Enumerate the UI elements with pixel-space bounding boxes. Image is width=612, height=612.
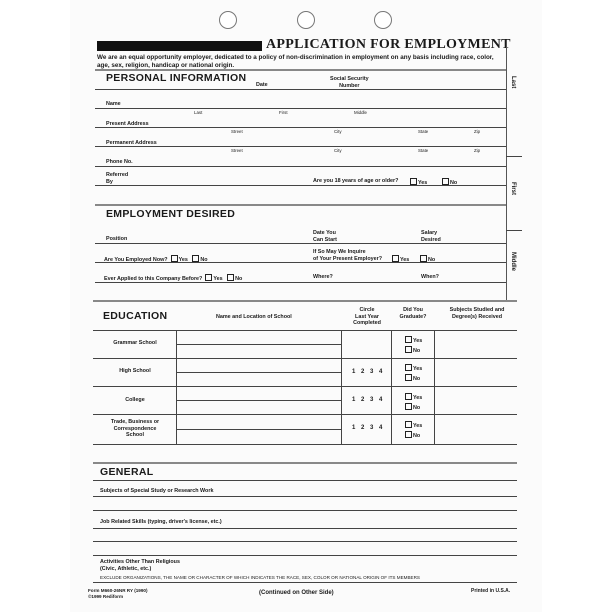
punch-hole bbox=[374, 11, 392, 29]
permanent-address-label: Permanent Address bbox=[106, 140, 157, 146]
addr-sub-state: State bbox=[418, 148, 429, 153]
name-sub-first: First bbox=[279, 110, 288, 115]
checkbox-icon[interactable] bbox=[171, 255, 178, 262]
punch-hole bbox=[219, 11, 237, 29]
special-study-line[interactable] bbox=[93, 510, 517, 511]
checkbox-icon[interactable] bbox=[405, 346, 412, 353]
row-line bbox=[95, 185, 506, 186]
table-line bbox=[93, 358, 517, 359]
grad-no-option[interactable]: No bbox=[405, 431, 420, 440]
row-line bbox=[93, 480, 517, 481]
checkbox-icon[interactable] bbox=[420, 255, 427, 262]
addr-sub-city: City bbox=[334, 129, 342, 134]
referred-by-label: Referred By bbox=[106, 172, 129, 185]
printed-note: Printed in U.S.A. bbox=[471, 588, 511, 594]
section-rule bbox=[95, 204, 506, 206]
exclude-note: EXCLUDE ORGANIZATIONS, THE NAME OR CHARACTER OF WHICH INDICATES THE RACE, SEX, COLOR OR NATIONAL ORIGIN OF ITS MEMBERS bbox=[100, 575, 420, 580]
checkbox-icon[interactable] bbox=[405, 364, 412, 371]
phone-label: Phone No. bbox=[106, 159, 133, 165]
table-line bbox=[93, 444, 517, 445]
grade-circle-options[interactable]: 1 2 3 4 bbox=[352, 425, 385, 431]
table-vline bbox=[434, 330, 435, 444]
section-rule bbox=[93, 300, 517, 302]
table-line bbox=[93, 330, 517, 331]
school-line[interactable] bbox=[176, 372, 341, 373]
grade-circle-options[interactable]: 1 2 3 4 bbox=[352, 397, 385, 403]
checkbox-icon[interactable] bbox=[227, 274, 234, 281]
checkbox-icon[interactable] bbox=[405, 374, 412, 381]
present-address-line[interactable] bbox=[95, 127, 506, 128]
grad-yes-option[interactable]: Yes bbox=[405, 393, 422, 402]
checkbox-icon[interactable] bbox=[405, 403, 412, 410]
col-graduate-header: Did You Graduate? bbox=[399, 307, 427, 320]
table-line bbox=[93, 386, 517, 387]
side-label-middle: Middle bbox=[510, 252, 516, 271]
side-label-last: Last bbox=[510, 76, 516, 89]
addr-sub-zip: Zip bbox=[474, 129, 481, 134]
form-number: Form M660-26NR RY (1990) ©1999 Rediform bbox=[88, 588, 148, 599]
margin-tick bbox=[506, 230, 522, 231]
row-line bbox=[95, 262, 506, 263]
when-label: When? bbox=[421, 274, 439, 280]
checkbox-icon[interactable] bbox=[392, 255, 399, 262]
where-label: Where? bbox=[313, 274, 333, 280]
name-label: Name bbox=[106, 101, 121, 107]
side-label-first: First bbox=[510, 182, 516, 196]
name-field-line[interactable] bbox=[95, 108, 506, 109]
addr-sub-street: Street bbox=[231, 148, 243, 153]
table-vline bbox=[341, 330, 342, 444]
inquire-question: If So May We Inquire of Your Present Employer? bbox=[313, 249, 382, 262]
checkbox-icon[interactable] bbox=[205, 274, 212, 281]
col-subjects-header: Subjects Studied and Degree(s) Received bbox=[449, 307, 505, 320]
punch-hole bbox=[297, 11, 315, 29]
phone-field-line[interactable] bbox=[95, 166, 506, 167]
grad-yes-option[interactable]: Yes bbox=[405, 421, 422, 430]
checkbox-icon[interactable] bbox=[192, 255, 199, 262]
general-heading: GENERAL bbox=[100, 466, 154, 478]
continued-note: (Continued on Other Side) bbox=[259, 590, 334, 596]
school-line[interactable] bbox=[176, 344, 341, 345]
applied-before-question: Ever Applied to this Company Before? Yes No bbox=[104, 276, 243, 282]
name-sub-middle: Middle bbox=[354, 110, 367, 115]
row-line bbox=[95, 89, 506, 90]
checkbox-icon[interactable] bbox=[442, 178, 449, 185]
special-study-label: Subjects of Special Study or Research Work bbox=[100, 488, 214, 494]
form-title: APPLICATION FOR EMPLOYMENT bbox=[266, 37, 511, 52]
table-vline bbox=[391, 330, 392, 444]
skills-line[interactable] bbox=[93, 555, 517, 556]
special-study-line[interactable] bbox=[93, 496, 517, 497]
permanent-address-line[interactable] bbox=[95, 146, 506, 147]
margin-tick bbox=[506, 156, 522, 157]
checkbox-icon[interactable] bbox=[405, 421, 412, 428]
row-line bbox=[93, 582, 517, 583]
col-school-header: Name and Location of School bbox=[216, 314, 292, 320]
school-line[interactable] bbox=[176, 400, 341, 401]
grad-no-option[interactable]: No bbox=[405, 403, 420, 412]
salary-label: Salary Desired bbox=[421, 230, 441, 243]
name-sub-last: Last bbox=[194, 110, 203, 115]
checkbox-icon[interactable] bbox=[405, 393, 412, 400]
eeo-statement: We are an equal opportunity employer, dedicated to a policy of non-discrimination in employment on any basis including race, color, age, sex, religion, handicap or national origin. bbox=[97, 54, 494, 69]
section-rule bbox=[93, 462, 517, 464]
margin-divider bbox=[506, 40, 507, 302]
edu-row-college: College bbox=[125, 397, 145, 403]
checkbox-icon[interactable] bbox=[405, 336, 412, 343]
section-rule bbox=[95, 69, 506, 71]
activities-label: Activities Other Than Religious (Civic, Athletic, etc.) bbox=[100, 559, 180, 572]
ssn-label: Social Security Number bbox=[330, 76, 369, 89]
edu-row-grammar: Grammar School bbox=[113, 340, 157, 346]
addr-sub-zip: Zip bbox=[474, 148, 481, 153]
age-yes-option[interactable]: Yes bbox=[410, 178, 427, 187]
table-vline bbox=[176, 330, 177, 444]
education-heading: EDUCATION bbox=[103, 310, 168, 322]
inquire-yes-option[interactable]: Yes bbox=[392, 255, 409, 264]
employed-now-question: Are You Employed Now? Yes No bbox=[104, 257, 208, 263]
row-line bbox=[95, 282, 506, 283]
checkbox-icon[interactable] bbox=[410, 178, 417, 185]
grad-no-option[interactable]: No bbox=[405, 374, 420, 383]
edu-row-high: High School bbox=[119, 368, 151, 374]
present-address-label: Present Address bbox=[106, 121, 149, 127]
edu-row-trade: Trade, Business or Correspondence School bbox=[110, 419, 160, 438]
col-year-header: Circle Last Year Completed bbox=[353, 307, 381, 326]
start-date-label: Date You Can Start bbox=[313, 230, 337, 243]
addr-sub-street: Street bbox=[231, 129, 243, 134]
employment-heading: EMPLOYMENT DESIRED bbox=[106, 208, 236, 220]
personal-heading: PERSONAL INFORMATION bbox=[106, 72, 247, 84]
addr-sub-city: City bbox=[334, 148, 342, 153]
title-bar bbox=[97, 41, 262, 51]
grad-no-option[interactable]: No bbox=[405, 346, 420, 355]
grad-yes-option[interactable]: Yes bbox=[405, 364, 422, 373]
skills-line[interactable] bbox=[93, 528, 517, 529]
table-line bbox=[93, 414, 517, 415]
inquire-no-option[interactable]: No bbox=[420, 255, 435, 264]
grade-circle-options[interactable]: 1 2 3 4 bbox=[352, 369, 385, 375]
date-label: Date bbox=[256, 82, 268, 88]
grad-yes-option[interactable]: Yes bbox=[405, 336, 422, 345]
skills-line[interactable] bbox=[93, 541, 517, 542]
skills-label: Job Related Skills (typing, driver's license, etc.) bbox=[100, 519, 222, 525]
school-line[interactable] bbox=[176, 429, 341, 430]
age-question: Are you 18 years of age or older? bbox=[313, 178, 399, 184]
addr-sub-state: State bbox=[418, 129, 429, 134]
checkbox-icon[interactable] bbox=[405, 431, 412, 438]
age-no-option[interactable]: No bbox=[442, 178, 457, 187]
position-label: Position bbox=[106, 236, 128, 242]
position-field-line[interactable] bbox=[95, 243, 506, 244]
